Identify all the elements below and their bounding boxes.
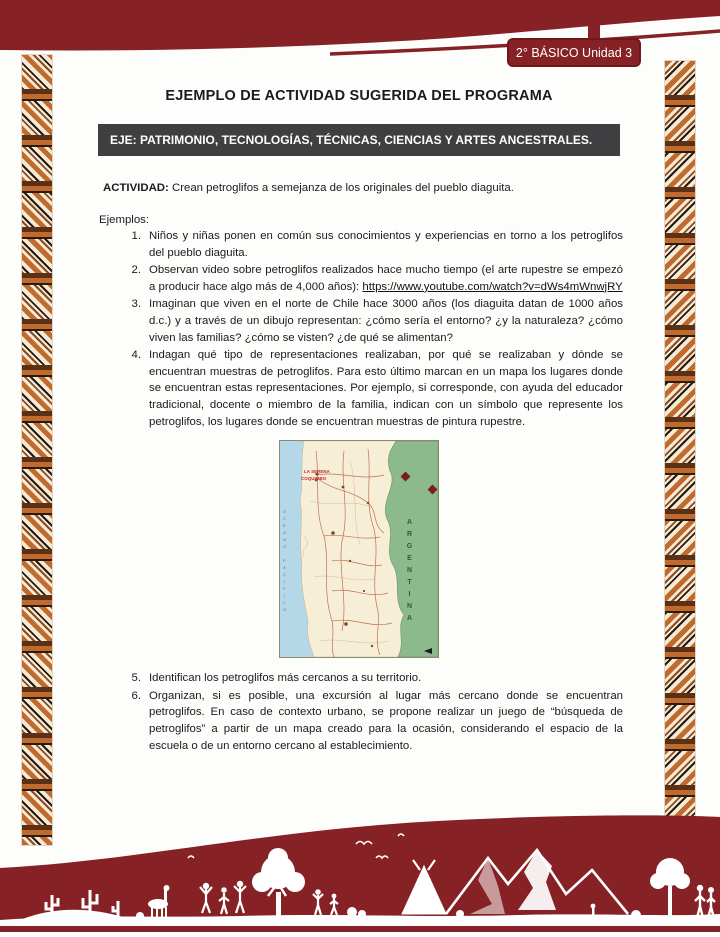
list-text: Organizan, si es posible, una excursión al lugar más cercano donde se encuentran petroglifos. En caso de contexto urbano, se propone realizar un juego de “búsqueda de petroglifos” a partir de un mapa creado para la ocasión, considerando el espacio de la escuela o de un entorno cercano al establecimiento. xyxy=(149,689,623,752)
eje-banner: EJE: PATRIMONIO, TECNOLOGÍAS, TÉCNICAS, CIENCIAS Y ARTES ANCESTRALES. xyxy=(98,124,620,156)
footer-landscape-graphic xyxy=(0,814,720,932)
list-text-before-link: Observan video sobre petroglifos realizados hace mucho tiempo (el arte rupestre se empezó a producir hace algo más de 4,000 años): xyxy=(149,264,623,293)
list-number: 1. xyxy=(131,230,141,242)
list-text xyxy=(149,262,623,295)
list-item-2 xyxy=(95,262,623,295)
footer-illustration xyxy=(0,814,720,932)
unit-badge: 2° BÁSICO Unidad 3 xyxy=(507,38,641,67)
examples-label: Ejemplos: xyxy=(99,214,150,226)
list-item-3 xyxy=(95,296,623,346)
diaguita-pattern-border-left xyxy=(21,54,53,846)
map-argentina-label: ARGENTINA xyxy=(406,519,413,628)
list-text: Indagan qué tipo de representaciones realizaban, por qué se realizaban y dónde se encuentran muestras de petroglifos. Para esto último marcan en un mapa los lugares donde se encuentran estas representaciones. Por ejemplo, si corresponde, con ayuda del educador tradicional, docente o miembro de la familia, indican con un símbolo que represente los petroglifos, los lugares donde se encuentran muestras de pintura rupestre. xyxy=(149,349,623,428)
list-item-6 xyxy=(95,688,623,754)
list-number: 6. xyxy=(131,689,141,702)
list-item-5 xyxy=(95,670,623,687)
list-number: 2. xyxy=(131,264,141,277)
list-text: Niños y niñas ponen en común sus conocimientos y experiencias en torno a los petroglifos del pueblo diaguita. xyxy=(149,230,623,259)
map-city-la-serena: LA SERENA xyxy=(304,469,330,475)
chile-north-road-map xyxy=(279,440,439,658)
document-body xyxy=(95,88,623,755)
list-item-4 xyxy=(95,347,623,430)
page-title: EJEMPLO DE ACTIVIDAD SUGERIDA DEL PROGRAMA xyxy=(165,88,553,104)
map-ocean-label: OCEANO PACIFICO xyxy=(282,509,287,615)
list-number: 5. xyxy=(131,672,141,685)
list-number: 3. xyxy=(131,298,141,311)
list-text: Identifican los petroglifos más cercanos a su territorio. xyxy=(149,672,422,685)
activity-text: Crean petroglifos a semejanza de los originales del pueblo diaguita. xyxy=(168,182,514,194)
list-text: Imaginan que viven en el norte de Chile hace 3000 años (los diaguita datan de 1000 años d.c.) y a través de un dibujo representan: ¿cómo sería el entorno? ¿y la naturaleza? ¿cómo viven las familias? ¿cómo se visten? ¿de qué se alimentan? xyxy=(149,298,623,344)
youtube-link[interactable]: https://www.youtube.com/watch?v=dWs4mWnwjRY xyxy=(362,280,623,293)
list-item-1 xyxy=(95,228,623,261)
map-city-coquimbo: COQUIMBO xyxy=(301,476,327,482)
activity-line xyxy=(103,182,619,194)
list-number: 4. xyxy=(131,349,141,362)
activity-label: ACTIVIDAD: xyxy=(103,182,169,194)
diaguita-pattern-border-right xyxy=(664,60,696,860)
